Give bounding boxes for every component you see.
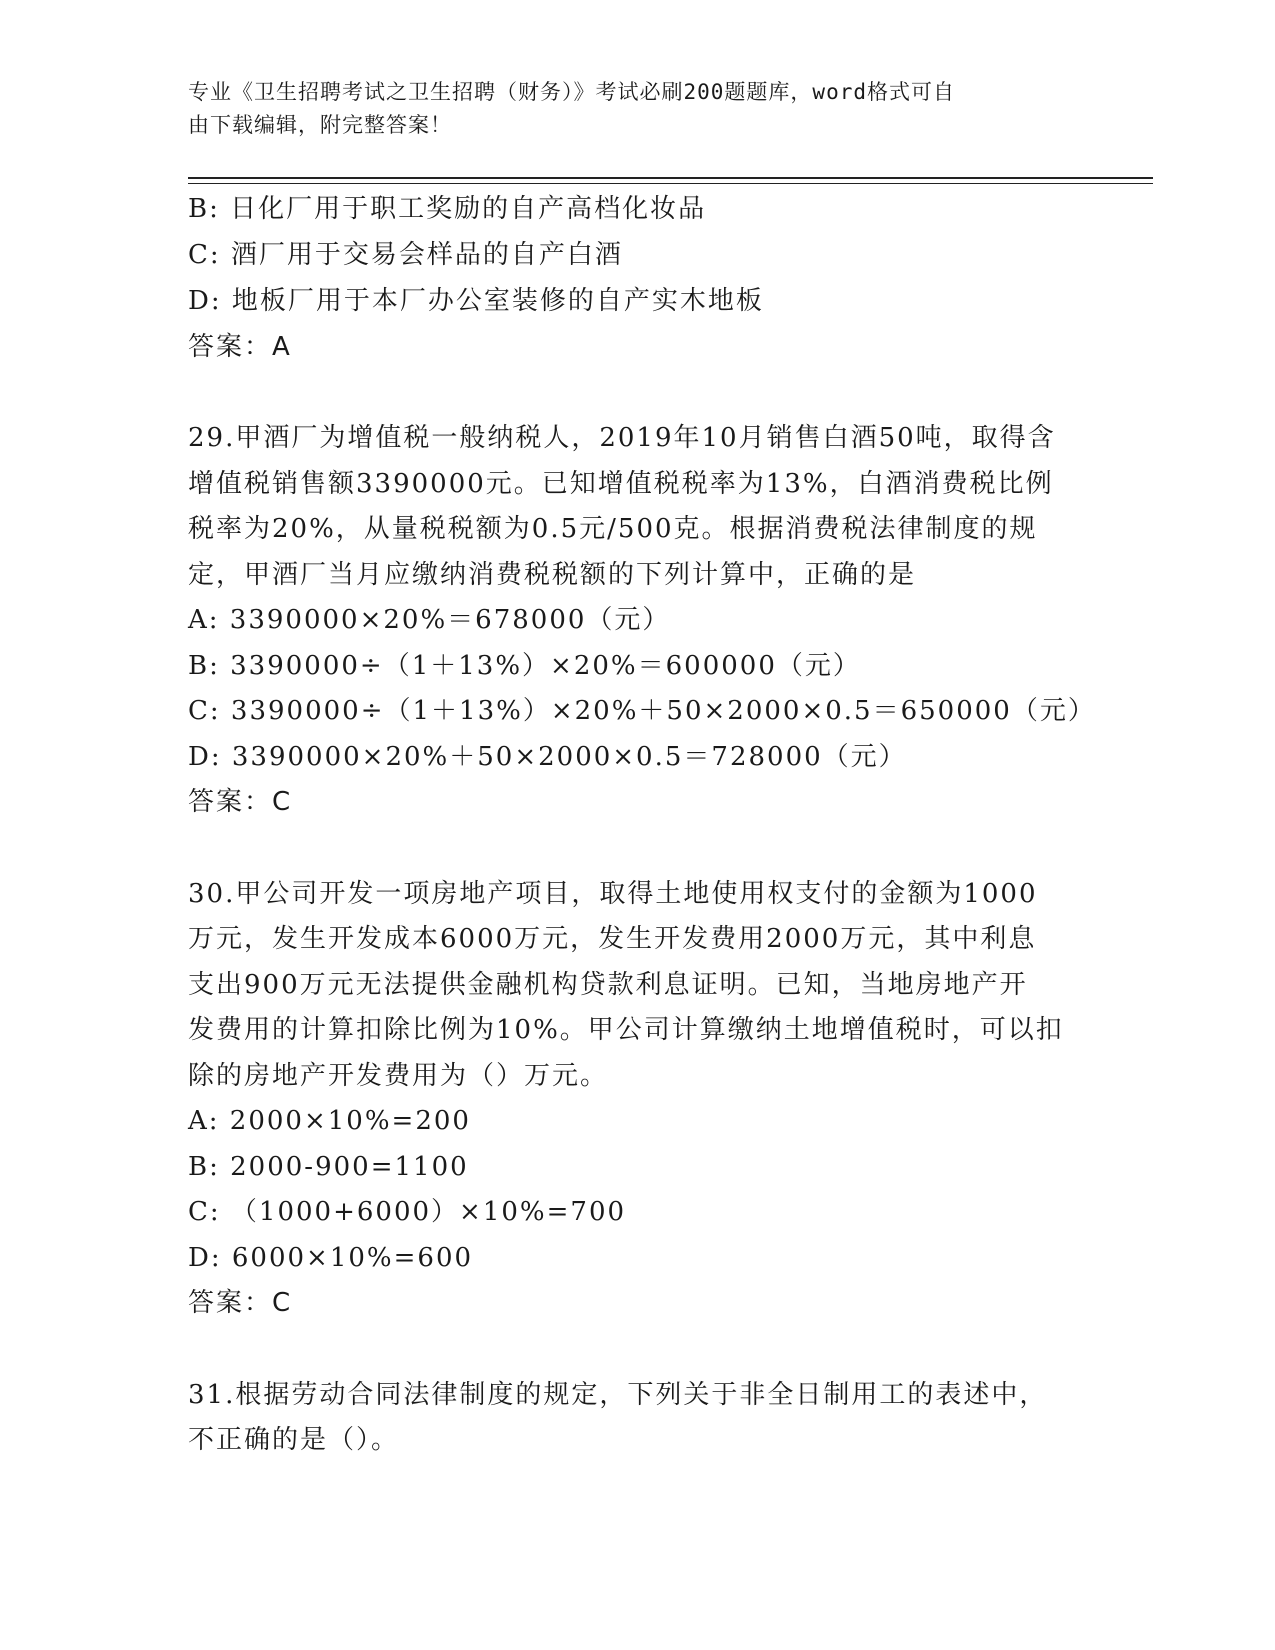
option-c: C: 酒厂用于交易会样品的自产白酒	[188, 240, 623, 270]
page-header	[188, 76, 1068, 142]
option-a: A: 3390000×20%＝678000（元）	[188, 605, 671, 635]
question-29	[188, 416, 1096, 826]
answer-label: 答案：C	[188, 787, 293, 817]
option-b: B: 2000-900=1100	[188, 1151, 469, 1182]
header-divider	[188, 177, 1153, 179]
question-stem-line: 不正确的是（）。	[188, 1425, 400, 1455]
question-stem-line: 30.甲公司开发一项房地产项目，取得土地使用权支付的金额为1000	[188, 878, 1038, 909]
question-stem-line: 万元，发生开发成本6000万元，发生开发费用2000万元，其中利息	[188, 924, 1037, 954]
option-a: A: 2000×10%=200	[188, 1106, 471, 1136]
header-line-1: 专业《卫生招聘考试之卫生招聘（财务）》考试必刷200题题库，word格式可自	[188, 80, 955, 104]
question-stem-line: 税率为20%，从量税税额为0.5元/500克。根据消费税法律制度的规	[188, 514, 1038, 544]
question-stem-line: 支出900万元无法提供金融机构贷款利息证明。已知，当地房地产开	[188, 969, 1028, 1000]
question-stem-line: 定，甲酒厂当月应缴纳消费税税额的下列计算中，正确的是	[188, 559, 917, 590]
question-stem-line: 31.根据劳动合同法律制度的规定，下列关于非全日制用工的表述中，	[188, 1379, 1048, 1410]
document-body	[188, 186, 1096, 1464]
question-28-tail	[188, 186, 1088, 370]
option-b: B: 3390000÷（1＋13%）×20%＝600000（元）	[188, 650, 861, 681]
question-stem-line: 除的房地产开发费用为（）万元。	[188, 1060, 609, 1091]
option-c: C: （1000+6000）×10%=700	[188, 1197, 627, 1227]
answer-label: 答案：C	[188, 1288, 293, 1318]
option-d: D: 3390000×20%＋50×2000×0.5＝728000（元）	[188, 741, 907, 772]
option-c: C: 3390000÷（1＋13%）×20%＋50×2000×0.5＝650000（元）	[188, 696, 1096, 726]
question-30	[188, 872, 1088, 1327]
spacer	[188, 1327, 1088, 1373]
option-d: D: 地板厂用于本厂办公室装修的自产实木地板	[188, 286, 764, 316]
question-31	[188, 1373, 1088, 1464]
option-b: B: 日化厂用于职工奖励的自产高档化妆品	[188, 194, 707, 224]
option-d: D: 6000×10%=600	[188, 1242, 474, 1273]
spacer	[188, 826, 1088, 872]
question-stem-line: 增值税销售额3390000元。已知增值税税率为13%，白酒消费税比例	[188, 468, 1054, 499]
question-stem-line: 发费用的计算扣除比例为10%。甲公司计算缴纳土地增值税时，可以扣	[188, 1015, 1064, 1045]
spacer	[188, 370, 1088, 416]
answer-label: 答案：A	[188, 332, 292, 362]
question-stem-line: 29.甲酒厂为增值税一般纳税人，2019年10月销售白酒50吨，取得含	[188, 423, 1056, 453]
header-line-2: 由下载编辑，附完整答案！	[188, 113, 452, 137]
